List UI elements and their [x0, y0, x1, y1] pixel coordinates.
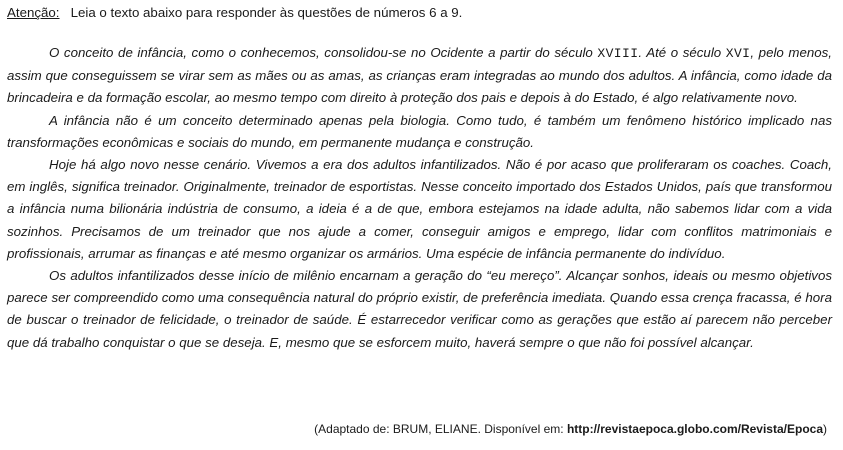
attention-notice: [7, 4, 462, 21]
source-prefix: (Adaptado de: BRUM, ELIANE. Disponível em:: [314, 422, 567, 436]
paragraph-1-part-a: O conceito de infância, como o conhecemos, consolidou-se no Ocidente a partir do século: [49, 45, 598, 60]
source-citation: [314, 421, 827, 437]
article-text: [7, 42, 832, 354]
attention-text: Leia o texto abaixo para responder às questões de números 6 a 9.: [70, 5, 463, 20]
paragraph-2: A infância não é um conceito determinado apenas pela biologia. Como tudo, é também um fenômeno histórico implicado nas transformações econômicas e sociais do mundo, em permanente mudança e construção.: [7, 112, 832, 150]
century-xviii: XVIII: [597, 46, 639, 61]
paragraph-1-part-c: , pelo menos, assim que conseguissem se virar sem as mães ou as amas, as crianças eram integradas ao mundo dos adultos. A infância, como idade da brincadeira e da formação escolar, ao mesmo tempo com direito à proteção dos pais e depois à do Estado, é algo relativamente novo.: [7, 45, 833, 106]
paragraph-3: Hoje há algo novo nesse cenário. Vivemos a era dos adultos infantilizados. Não é por acaso que proliferaram os coaches. Coach, em inglês, significa treinador. Originalmente, treinador de esportistas. Nesse conceito importado dos Estados Unidos, país que transformou a infância numa bilionária indústria de consumo, a ideia é a de que, embora estejamos na idade adulta, não sabemos lidar com a vida sozinhos. Precisamos de um treinador que nos ajude a comer, conseguir amigos e emprego, lidar com conflitos matrimoniais e profissionais, arrumar as finanças e até mesmo organizar os armários. Uma espécie de infância permanente do indivíduo.: [7, 157, 832, 261]
century-xvi: XVI: [725, 46, 751, 61]
attention-label: Atenção:: [7, 5, 60, 20]
paragraph-1-part-b: . Até o século: [638, 45, 726, 60]
source-suffix: ): [823, 422, 827, 436]
paragraph-1: [7, 42, 832, 110]
source-url: http://revistaepoca.globo.com/Revista/Epoca: [566, 422, 823, 436]
paragraph-4: Os adultos infantilizados desse início de milênio encarnam a geração do “eu mereço”. Alcançar sonhos, ideais ou mesmo objetivos parece ser compreendido como uma consequência natural do próprio existir, de preferência imediata. Quando essa crença fracassa, é hora de buscar o treinador de felicidade, o treinador de saúde. É estarrecedor verificar como as gerações que estão aí parecem não perceber que dá trabalho conquistar o que se deseja. E, mesmo que se esforcem muito, haverá sempre o que não foi possível alcançar.: [7, 268, 832, 350]
